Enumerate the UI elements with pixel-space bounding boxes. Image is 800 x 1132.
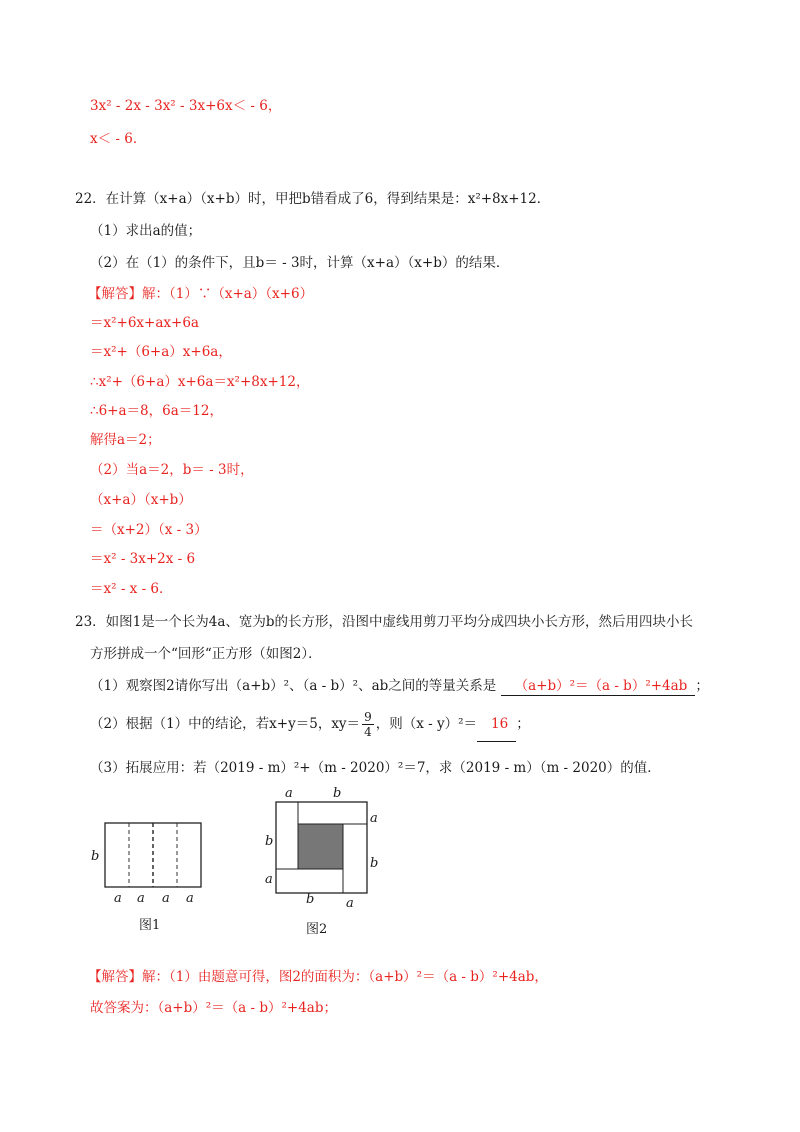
fraction-denominator: 4 bbox=[364, 725, 372, 739]
q23-part2-text: （2）根据（1）中的结论，若x+y＝5，xy＝ bbox=[90, 716, 361, 732]
q22-answer-line: 【解答】解：（1）∵（x+a）（x+6） bbox=[88, 286, 314, 302]
fig2-left-label: b bbox=[265, 834, 274, 849]
fig1-side-label: b bbox=[91, 849, 100, 864]
q23-part1-end: ； bbox=[695, 678, 709, 694]
q23-part2-end: ； bbox=[516, 716, 530, 732]
q22-answer-line: ＝x²+（6+a）x+6a， bbox=[90, 344, 232, 360]
q23-part1-answer-blank bbox=[501, 677, 696, 696]
q22-answer-line: ＝x² - 3x+2x - 6 bbox=[90, 551, 196, 567]
q22-answer-line: （2）当a＝2，b＝ - 3时， bbox=[90, 462, 254, 478]
fig2-top-label: b bbox=[333, 786, 342, 801]
fig2-right-label: b bbox=[370, 856, 379, 871]
q23-answer-line-2: 故答案为：（a+b）²＝（a - b）²+4ab； bbox=[90, 1000, 338, 1016]
fig2-top-label: a bbox=[285, 786, 293, 801]
q23-part2-answer: 16 bbox=[491, 716, 509, 732]
q23-part2-fraction bbox=[362, 710, 374, 739]
q23-answer-line-1: 【解答】解：（1）由题意可得，图2的面积为：（a+b）²＝（a - b）²+4ab， bbox=[88, 969, 548, 985]
q22-answer-line: ∴6+a＝8，6a＝12， bbox=[90, 403, 223, 419]
q22-answer-line: ＝x² - x - 6． bbox=[90, 581, 173, 597]
q23-part1 bbox=[90, 677, 709, 696]
prev-answer-line-1: 3x² - 2x - 3x² - 3x+6x＜ - 6， bbox=[90, 98, 282, 114]
q23-part2 bbox=[90, 707, 530, 742]
fig2-left-label: a bbox=[265, 872, 273, 887]
q23-part1-text: （1）观察图2请你写出（a+b）²、（a - b）²、ab之间的等量关系是 bbox=[90, 678, 497, 694]
fig1-caption: 图1 bbox=[139, 918, 161, 933]
q22-answer-line: ∴x²+（6+a）x+6a＝x²+8x+12， bbox=[90, 374, 310, 390]
q22-answer-line: （x+a）（x+b） bbox=[90, 492, 192, 508]
q22-part1: （1）求出a的值； bbox=[90, 223, 202, 239]
q23-part2-answer-blank bbox=[477, 707, 516, 742]
q23-stem-line-1: 23．如图1是一个长为4a、宽为b的长方形，沿图中虚线用剪刀平均分成四块小长方形，然后用四块小长 bbox=[75, 614, 694, 630]
prev-answer-line-2: x＜ - 6． bbox=[90, 131, 147, 147]
figure-2-square bbox=[275, 801, 375, 901]
q22-stem: 22．在计算（x+a）（x+b）时，甲把b错看成了6，得到结果是：x²+8x+12． bbox=[75, 191, 551, 207]
fig2-right-label: a bbox=[370, 811, 378, 826]
q22-part2: （2）在（1）的条件下，且b＝ - 3时，计算（x+a）（x+b）的结果． bbox=[90, 255, 510, 271]
q22-answer-line: ＝x²+6x+ax+6a bbox=[90, 315, 199, 331]
q23-part3: （3）拓展应用：若（2019 - m）²+（m - 2020）²＝7，求（2019 - m）（m - 2020）的值． bbox=[90, 760, 661, 776]
q23-stem-line-2: 方形拼成一个“回形“正方形（如图2）． bbox=[90, 646, 322, 662]
fig2-bottom-label: b bbox=[306, 892, 315, 907]
fig2-bottom-label: a bbox=[346, 896, 354, 911]
fraction-numerator: 9 bbox=[364, 710, 372, 724]
q23-part2-text-2: ，则（x - y）²＝ bbox=[375, 716, 477, 732]
fig1-bottom-label: a bbox=[162, 891, 170, 906]
q22-answer-line: ＝（x+2）（x - 3） bbox=[90, 522, 208, 538]
fig2-inner-square bbox=[298, 824, 343, 869]
fig1-bottom-label: a bbox=[114, 891, 122, 906]
fig1-bottom-label: a bbox=[186, 891, 194, 906]
fig2-caption: 图2 bbox=[306, 922, 328, 937]
q22-answer-line: 解得a＝2； bbox=[90, 432, 161, 448]
figure-1-rectangle bbox=[104, 822, 214, 892]
q23-part1-answer: （a+b）²＝（a - b）²+4ab bbox=[514, 678, 688, 694]
fig1-bottom-label: a bbox=[137, 891, 145, 906]
